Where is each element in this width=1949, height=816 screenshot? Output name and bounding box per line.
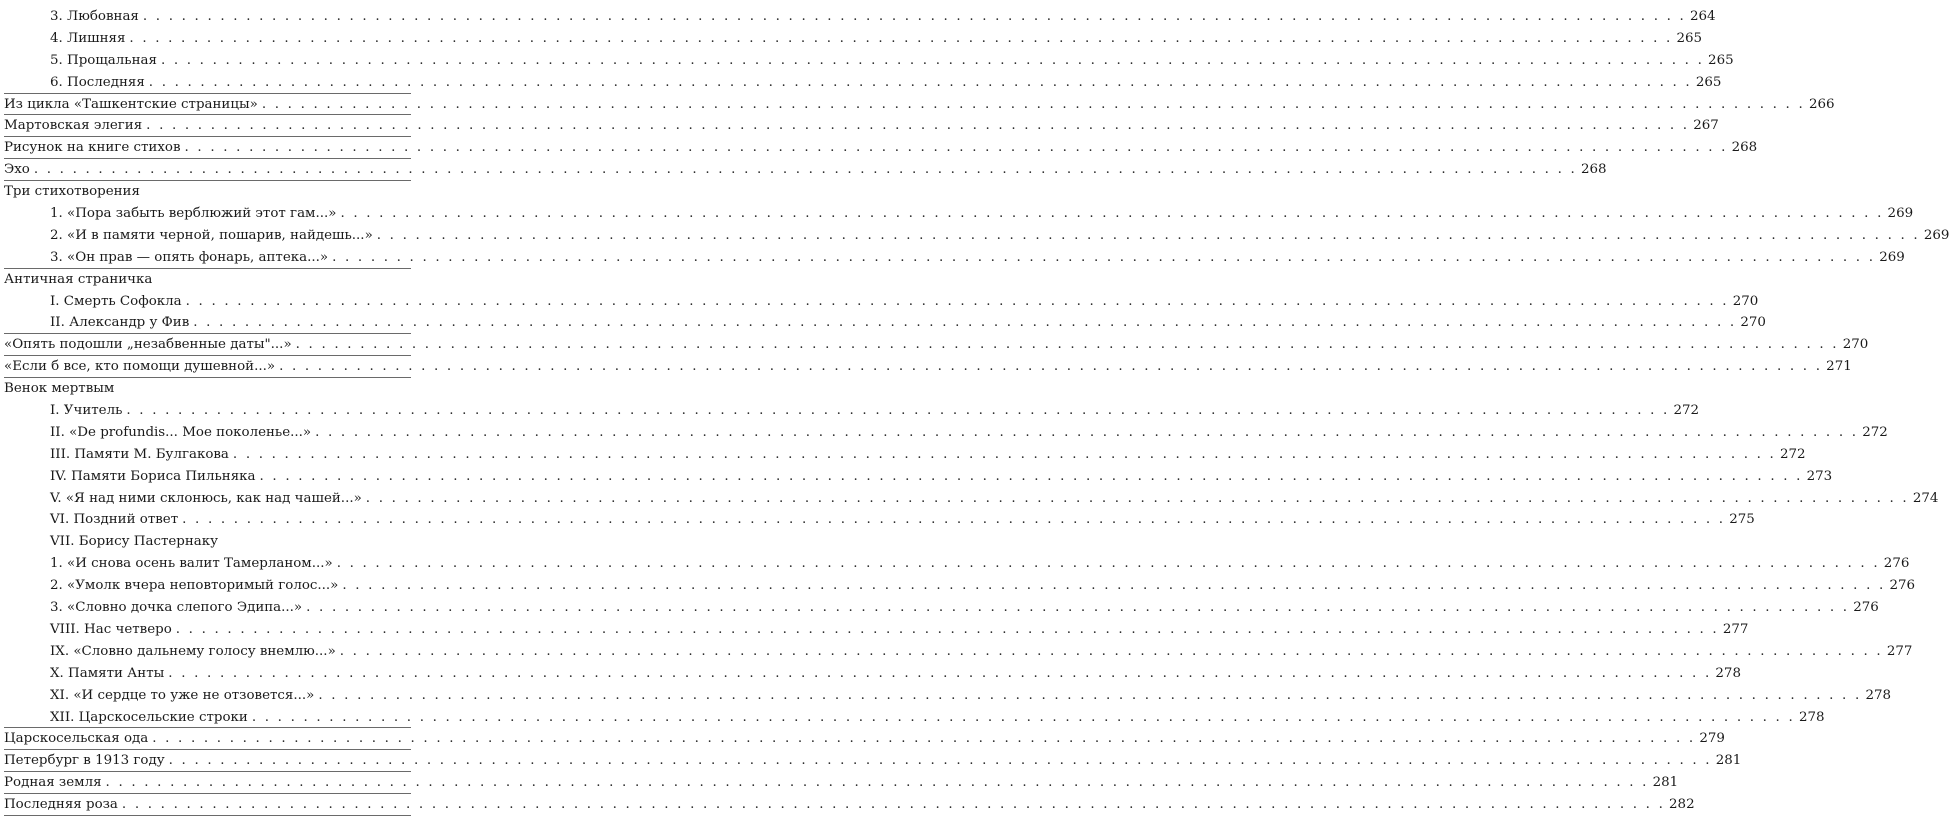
dot-leader: . . . . . . . . . . . . . . . . . . . . . . . . . . . . . . . . . . . . . . . . . . . . . . . . . . . . . . . . . . . . . . . . . . . . . . . . . . . . . . . . . . . . . . . . . . . . . . . . . . . . . . . . . . . . . . . . . . . . . . . . xyxy=(295,337,1839,353)
toc-entry xyxy=(0,6,1716,28)
toc-entry-title: VII. Борису Пастернаку xyxy=(50,534,219,550)
toc-entry-title: Петербург в 1913 году xyxy=(4,753,165,769)
dot-leader: . . . . . . . . . . . . . . . . . . . . . . . . . . . . . . . . . . . . . . . . . . . . . . . . . . . . . . . . . . . . . . . . . . . . . . . . . . . . . . . . . . . . . . . . . . . . . . . . . . . . . . . . . . . . . . . . . . . . . . . . xyxy=(315,424,1859,440)
dot-leader: . . . . . . . . . . . . . . . . . . . . . . . . . . . . . . . . . . . . . . . . . . . . . . . . . . . . . . . . . . . . . . . . . . . . . . . . . . . . . . . . . . . . . . . . . . . . . . . . . . . . . . . . . . . . . . . . . . . . . . . . xyxy=(336,556,1880,572)
toc-entry-page-number: 277 xyxy=(1722,621,1749,637)
toc-entry-title: Мартовская элегия xyxy=(4,118,143,134)
toc-entry-title: Родная земля xyxy=(4,775,102,791)
dot-leader: . . . . . . . . . . . . . . . . . . . . . . . . . . . . . . . . . . . . . . . . . . . . . . . . . . . . . . . . . . . . . . . . . . . . . . . . . . . . . . . . . . . . . . . . . . . . . . . . . . . . . . . . . . . . . . . . . . . . . . . . xyxy=(152,731,1696,747)
toc-entry-page-number: 264 xyxy=(1690,9,1716,24)
toc-entry-title: «Если б все, кто помощи душевной...» xyxy=(4,359,276,375)
toc-entry-page-number: 281 xyxy=(1715,753,1742,769)
dot-leader: . . . . . . . . . . . . . . . . . . . . . . . . . . . . . . . . . . . . . . . . . . . . . . . . . . . . . . . . . . . . . . . . . . . . . . . . . . . . . . . . . . . . . . . . . . . . . . . . . . . . . . . . . . . . . . . . . . . . . . . . xyxy=(126,403,1670,419)
toc-entry xyxy=(0,28,1703,50)
toc-entry-page-number: 282 xyxy=(1669,797,1695,813)
toc-entry xyxy=(0,553,1910,575)
toc-entry xyxy=(0,750,1742,772)
dot-leader: . . . . . . . . . . . . . . . . . . . . . . . . . . . . . . . . . . . . . . . . . . . . . . . . . . . . . . . . . . . . . . . . . . . . . . . . . . . . . . . . . . . . . . . . . . . . . . . . . . . . . . . . . . . . . . . . . . . . . . . . xyxy=(318,687,1862,703)
toc-entry-title: Царскосельская ода xyxy=(4,731,149,747)
toc-entry-page-number: 269 xyxy=(1923,227,1949,243)
toc-entry-page-number: 281 xyxy=(1652,775,1679,791)
toc-entry-title: 5. Прощальная xyxy=(50,52,157,68)
dot-leader: . . . . . . . . . . . . . . . . . . . . . . . . . . . . . . . . . . . . . . . . . . . . . . . . . . . . . . . . . . . . . . . . . . . . . . . . . . . . . . . . . . . . . . . . . . . . . . . . . . . . . . . . . . . . . . . . . . . . . . . . xyxy=(121,797,1666,813)
toc-entry-page-number: 265 xyxy=(1695,74,1722,90)
toc-list xyxy=(0,6,1949,816)
toc-entry xyxy=(0,531,427,553)
toc-entry-page-number: 265 xyxy=(1676,30,1703,46)
toc-entry-page-number: 269 xyxy=(1879,249,1905,265)
toc-entry-title: 6. Последняя xyxy=(50,74,145,90)
dot-leader: . . . . . . . . . . . . . . . . . . . . . . . . . . . . . . . . . . . . . . . . . . . . . . . . . . . . . . . . . . . . . . . . . . . . . . . . . . . . . . . . . . . . . . . . . . . . . . . . . . . . . . . . . . . . . . . . . . . . . . . . xyxy=(259,468,1803,484)
toc-entry-page-number: 278 xyxy=(1798,709,1825,725)
toc-entry-page-number: 270 xyxy=(1740,315,1766,331)
toc-entry-title: I. Смерть Софокла xyxy=(50,293,182,309)
toc-entry xyxy=(0,707,1825,729)
toc-entry xyxy=(0,685,1891,707)
toc-entry xyxy=(0,203,1914,225)
toc-entry-page-number: 273 xyxy=(1806,468,1833,484)
toc-entry-title: XII. Царскосельские строки xyxy=(50,709,248,725)
dot-leader: . . . . . . . . . . . . . . . . . . . . . . . . . . . . . . . . . . . . . . . . . . . . . . . . . . . . . . . . . . . . . . . . . . . . . . . . . . . . . . . . . . . . . . . . . . . . . . . . . . . . . . . . . . . . . . . . . . . . . . . . xyxy=(342,578,1886,594)
toc-entry-page-number: 276 xyxy=(1889,578,1916,594)
toc-entry-title: I. Учитель xyxy=(50,403,123,419)
dot-leader: . . . . . . . . . . . . . . . . . . . . . . . . . . . . . . . . . . . . . . . . . . . . . . . . . . . . . . . . . . . . . . . . . . . . . . . . . . . . . . . . . . . . . . . . . . . . . . . . . . . . . . . . . . . . . . . . . . . . . . . . xyxy=(232,446,1777,462)
dot-leader: . . . . . . . . . . . . . . . . . . . . . . . . . . . . . . . . . . . . . . . . . . . . . . . . . . . . . . . . . . . . . . . . . . . . . . . . . . . . . . . . . . . . . . . . . . . . . . . . . . . . . . . . . . . . . . . . . . . . . . . . xyxy=(306,600,1850,616)
dot-leader: . . . . . . . . . . . . . . . . . . . . . . . . . . . . . . . . . . . . . . . . . . . . . . . . . . . . . . . . . . . . . . . . . . . . . . . . . . . . . . . . . . . . . . . . . . . . . . . . . . . . . . . . . . . . . . . . . . . . . . . . xyxy=(160,52,1705,68)
toc-entry-title: 1. «Пора забыть верблюжий этот гам...» xyxy=(50,206,337,222)
toc-entry xyxy=(0,181,427,203)
toc-entry xyxy=(0,575,1916,597)
toc-entry xyxy=(0,312,1766,334)
dot-leader: . . . . . . . . . . . . . . . . . . . . . . . . . . . . . . . . . . . . . . . . . . . . . . . . . . . . . . . . . . . . . . . . . . . . . . . . . . . . . . . . . . . . . . . . . . . . . . . . . . . . . . . . . . . . . . . . . . . . . . . . xyxy=(142,9,1686,24)
toc-entry-title: V. «Я над ними склонюсь, как над чашей...» xyxy=(50,490,362,506)
toc-entry-page-number: 268 xyxy=(1731,140,1758,156)
dot-leader: . . . . . . . . . . . . . . . . . . . . . . . . . . . . . . . . . . . . . . . . . . . . . . . . . . . . . . . . . . . . . . . . . . . . . . . . . . . . . . . . . . . . . . . . . . . . . . . . . . . . . . . . . . . . . . . . . . . . . . . . xyxy=(168,753,1712,769)
toc-entry-page-number: 279 xyxy=(1699,731,1725,747)
dot-leader: . . . . . . . . . . . . . . . . . . . . . . . . . . . . . . . . . . . . . . . . . . . . . . . . . . . . . . . . . . . . . . . . . . . . . . . . . . . . . . . . . . . . . . . . . . . . . . . . . . . . . . . . . . . . . . . . . . . . . . . . xyxy=(193,315,1737,331)
toc-entry-title: Из цикла «Ташкентские страницы» xyxy=(4,96,258,112)
toc-entry-title: VI. Поздний ответ xyxy=(50,512,179,528)
toc-entry xyxy=(0,334,1869,356)
toc-entry-page-number: 276 xyxy=(1853,600,1879,616)
toc-entry xyxy=(0,509,1755,531)
dot-leader: . . . . . . . . . . . . . . . . . . . . . . . . . . . . . . . . . . . . . . . . . . . . . . . . . . . . . . . . . . . . . . . . . . . . . . . . . . . . . . . . . . . . . . . . . . . . . . . . . . . . . . . . . . . . . . . . . . . . . . . . xyxy=(175,621,1719,637)
dot-leader: . . . . . . . . . . . . . . . . . . . . . . . . . . . . . . . . . . . . . . . . . . . . . . . . . . . . . . . . . . . . . . . . . . . . . . . . . . . . . . . . . . . . . . . . . . . . . . . . . . . . . . . . . . . . . . . . . . . . . . . . xyxy=(279,359,1823,375)
dot-leader: . . . . . . . . . . . . . . . . . . . . . . . . . . . . . . . . . . . . . . . . . . . . . . . . . . . . . . . . . . . . . . . . . . . . . . . . . . . . . . . . . . . . . . . . . . . . . . . . . . . . . . . . . . . . . . . . . . . . . . . . xyxy=(251,709,1795,725)
toc-entry-title: VIII. Нас четверо xyxy=(50,621,172,637)
dot-leader: . . . . . . . . . . . . . . . . . . . . . . . . . . . . . . . . . . . . . . . . . . . . . . . . . . . . . . . . . . . . . . . . . . . . . . . . . . . . . . . . . . . . . . . . . . . . . . . . . . . . . . . . . . . . . . . . . . . . . . . . xyxy=(182,512,1726,528)
toc-entry xyxy=(0,72,1722,94)
toc-entry-page-number: 272 xyxy=(1673,403,1700,419)
toc-entry xyxy=(0,247,1905,269)
toc-entry-title: IX. «Словно дальнему голосу внемлю...» xyxy=(50,643,336,659)
dot-leader: . . . . . . . . . . . . . . . . . . . . . . . . . . . . . . . . . . . . . . . . . . . . . . . . . . . . . . . . . . . . . . . . . . . . . . . . . . . . . . . . . . . . . . . . . . . . . . . . . . . . . . . . . . . . . . . . . . . . . . . . xyxy=(365,490,1909,506)
dot-leader: . . . . . . . . . . . . . . . . . . . . . . . . . . . . . . . . . . . . . . . . . . . . . . . . . . . . . . . . . . . . . . . . . . . . . . . . . . . . . . . . . . . . . . . . . . . . . . . . . . . . . . . . . . . . . . . . . . . . . . . . xyxy=(332,249,1876,265)
toc-entry-page-number: 274 xyxy=(1912,490,1939,506)
toc-entry-page-number: 269 xyxy=(1887,206,1914,222)
toc-entry xyxy=(0,466,1833,488)
toc-entry xyxy=(0,115,1719,137)
toc-entry xyxy=(0,728,1725,750)
toc-entry xyxy=(0,94,1835,116)
toc-entry-title: II. Александр у Фив xyxy=(50,315,190,331)
toc-entry-title: Античная страничка xyxy=(4,271,153,287)
toc-entry xyxy=(0,356,1852,378)
dot-leader: . . . . . . . . . . . . . . . . . . . . . . . . . . . . . . . . . . . . . . . . . . . . . . . . . . . . . . . . . . . . . . . . . . . . . . . . . . . . . . . . . . . . . . . . . . . . . . . . . . . . . . . . . . . . . . . . . . . . . . . . xyxy=(146,118,1690,134)
toc-entry xyxy=(0,663,1741,685)
toc-entry-title: 2. «Умолк вчера неповторимый голос...» xyxy=(50,578,339,594)
toc-entry xyxy=(0,488,1939,510)
toc-entry xyxy=(0,772,1679,794)
toc-entry xyxy=(0,444,1806,466)
toc-entry-title: X. Памяти Анты xyxy=(50,665,165,681)
toc-entry-title: 4. Лишняя xyxy=(50,30,126,46)
toc-entry-page-number: 275 xyxy=(1729,512,1755,528)
toc-entry xyxy=(0,597,1879,619)
toc-entry-page-number: 268 xyxy=(1580,162,1607,178)
toc-entry xyxy=(0,50,1734,72)
toc-entry xyxy=(0,269,427,291)
toc-entry xyxy=(0,378,427,400)
toc-entry-page-number: 271 xyxy=(1826,359,1852,375)
dot-leader: . . . . . . . . . . . . . . . . . . . . . . . . . . . . . . . . . . . . . . . . . . . . . . . . . . . . . . . . . . . . . . . . . . . . . . . . . . . . . . . . . . . . . . . . . . . . . . . . . . . . . . . . . . . . . . . . . . . . . . . . xyxy=(185,293,1729,309)
toc-entry-title: 3. «Он прав — опять фонарь, аптека...» xyxy=(50,249,329,265)
dot-leader: . . . . . . . . . . . . . . . . . . . . . . . . . . . . . . . . . . . . . . . . . . . . . . . . . . . . . . . . . . . . . . . . . . . . . . . . . . . . . . . . . . . . . . . . . . . . . . . . . . . . . . . . . . . . . . . . . . . . . . . . xyxy=(376,227,1920,243)
toc-entry xyxy=(0,641,1913,663)
dot-leader: . . . . . . . . . . . . . . . . . . . . . . . . . . . . . . . . . . . . . . . . . . . . . . . . . . . . . . . . . . . . . . . . . . . . . . . . . . . . . . . . . . . . . . . . . . . . . . . . . . . . . . . . . . . . . . . . . . . . . . . . xyxy=(148,74,1692,90)
toc-entry-page-number: 278 xyxy=(1865,687,1891,703)
toc-entry-title: XI. «И сердце то уже не отзовется...» xyxy=(50,687,315,703)
toc-entry-page-number: 278 xyxy=(1715,665,1741,681)
toc-entry-title: Венок мертвым xyxy=(4,381,115,397)
toc-entry-page-number: 267 xyxy=(1693,118,1719,134)
dot-leader: . . . . . . . . . . . . . . . . . . . . . . . . . . . . . . . . . . . . . . . . . . . . . . . . . . . . . . . . . . . . . . . . . . . . . . . . . . . . . . . . . . . . . . . . . . . . . . . . . . . . . . . . . . . . . . . . . . . . . . . . xyxy=(129,30,1673,46)
dot-leader: . . . . . . . . . . . . . . . . . . . . . . . . . . . . . . . . . . . . . . . . . . . . . . . . . . . . . . . . . . . . . . . . . . . . . . . . . . . . . . . . . . . . . . . . . . . . . . . . . . . . . . . . . . . . . . . . . . . . . . . . xyxy=(105,775,1649,791)
toc-entry xyxy=(0,291,1759,313)
toc-entry xyxy=(0,159,1607,181)
dot-leader: . . . . . . . . . . . . . . . . . . . . . . . . . . . . . . . . . . . . . . . . . . . . . . . . . . . . . . . . . . . . . . . . . . . . . . . . . . . . . . . . . . . . . . . . . . . . . . . . . . . . . . . . . . . . . . . . . . . . . . . . xyxy=(340,206,1884,222)
toc-entry-page-number: 270 xyxy=(1842,337,1869,353)
toc-entry-title: 2. «И в памяти черной, пошарив, найдешь...» xyxy=(50,227,373,243)
toc-entry-title: 3. Любовная xyxy=(50,9,139,24)
dot-leader: . . . . . . . . . . . . . . . . . . . . . . . . . . . . . . . . . . . . . . . . . . . . . . . . . . . . . . . . . . . . . . . . . . . . . . . . . . . . . . . . . . . . . . . . . . . . . . . . . . . . . . . . . . . . . . . . . . . . . . . . xyxy=(339,643,1883,659)
toc-entry-title: III. Памяти М. Булгакова xyxy=(50,446,229,462)
toc-entry xyxy=(0,137,1758,159)
toc-entry-page-number: 272 xyxy=(1862,424,1888,440)
toc-entry-page-number: 266 xyxy=(1808,96,1835,112)
dot-leader: . . . . . . . . . . . . . . . . . . . . . . . . . . . . . . . . . . . . . . . . . . . . . . . . . . . . . . . . . . . . . . . . . . . . . . . . . . . . . . . . . . . . . . . . . . . . . . . . . . . . . . . . . . . . . . . . . . . . . . . . xyxy=(33,162,1577,178)
toc-entry-page-number: 265 xyxy=(1708,52,1734,68)
toc-entry xyxy=(0,225,1949,247)
toc-entry-title: 1. «И снова осень валит Тамерланом...» xyxy=(50,556,333,572)
toc-entry-page-number: 276 xyxy=(1883,556,1910,572)
toc-entry-title: II. «De profundis... Мое поколенье...» xyxy=(50,424,312,440)
toc-entry-title: 3. «Словно дочка слепого Эдипа...» xyxy=(50,600,303,616)
toc-entry-title: Рисунок на книге стихов xyxy=(4,140,181,156)
toc-entry-title: IV. Памяти Бориса Пильняка xyxy=(50,468,256,484)
toc-entry xyxy=(0,619,1749,641)
toc-entry xyxy=(0,400,1700,422)
toc-entry-page-number: 272 xyxy=(1780,446,1806,462)
toc-entry-title: Эхо xyxy=(4,162,30,178)
toc-entry-page-number: 277 xyxy=(1886,643,1913,659)
toc-entry-title: Три стихотворения xyxy=(4,184,140,200)
toc-entry-title: Последняя роза xyxy=(4,797,118,813)
toc-entry-title: «Опять подошли „незабвенные даты"...» xyxy=(4,337,292,353)
dot-leader: . . . . . . . . . . . . . . . . . . . . . . . . . . . . . . . . . . . . . . . . . . . . . . . . . . . . . . . . . . . . . . . . . . . . . . . . . . . . . . . . . . . . . . . . . . . . . . . . . . . . . . . . . . . . . . . . . . . . . . . . xyxy=(261,96,1805,112)
dot-leader: . . . . . . . . . . . . . . . . . . . . . . . . . . . . . . . . . . . . . . . . . . . . . . . . . . . . . . . . . . . . . . . . . . . . . . . . . . . . . . . . . . . . . . . . . . . . . . . . . . . . . . . . . . . . . . . . . . . . . . . . xyxy=(184,140,1728,156)
toc-entry-page-number: 270 xyxy=(1732,293,1759,309)
dot-leader: . . . . . . . . . . . . . . . . . . . . . . . . . . . . . . . . . . . . . . . . . . . . . . . . . . . . . . . . . . . . . . . . . . . . . . . . . . . . . . . . . . . . . . . . . . . . . . . . . . . . . . . . . . . . . . . . . . . . . . . . xyxy=(168,665,1712,681)
toc-entry xyxy=(0,422,1888,444)
toc-entry xyxy=(0,794,1695,816)
